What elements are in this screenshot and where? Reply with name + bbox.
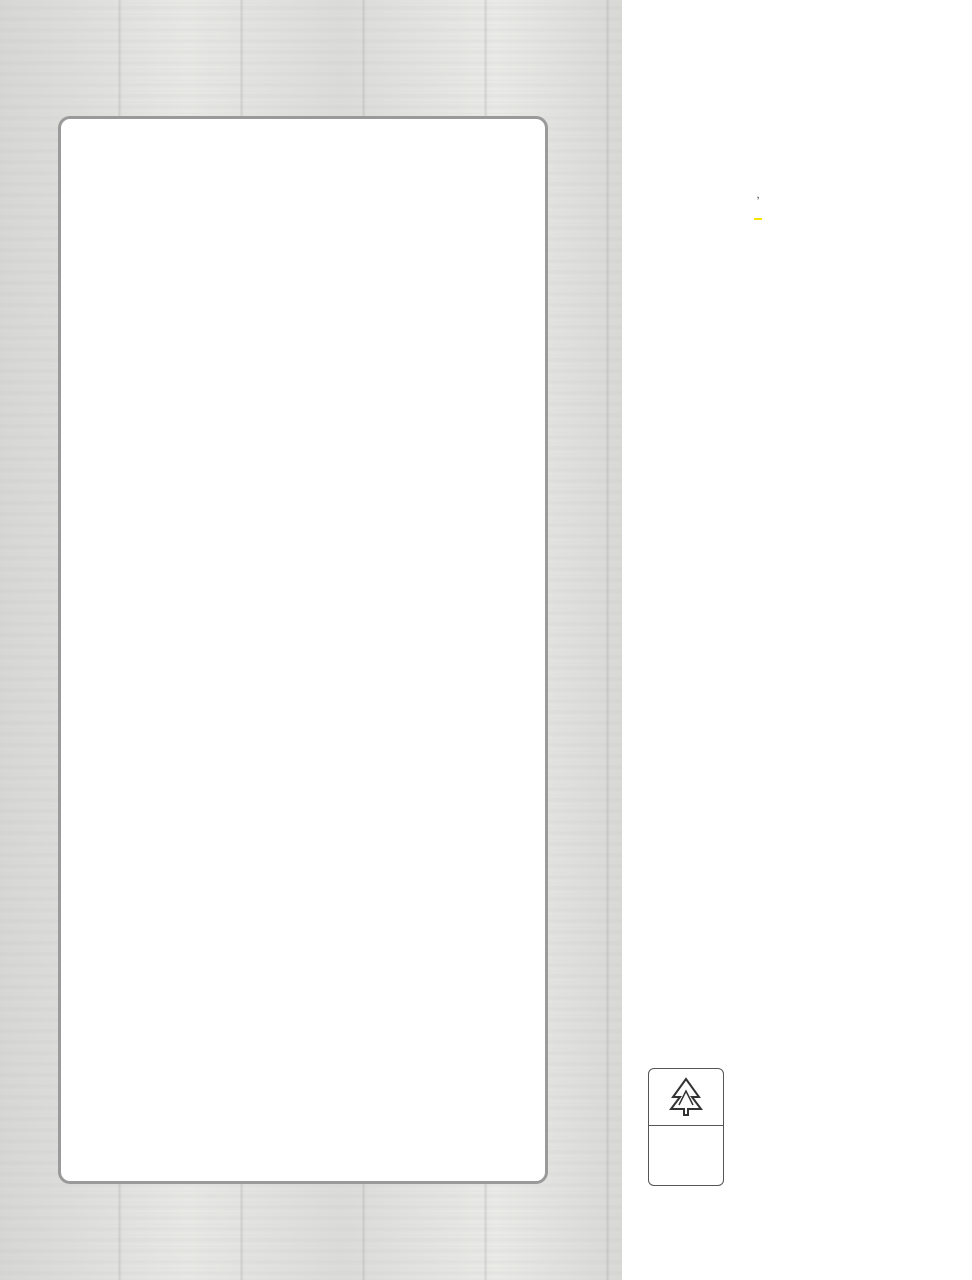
independent-publisher-awards-logo bbox=[736, 1112, 886, 1114]
credits-panel bbox=[640, 183, 876, 229]
fsc-logo bbox=[648, 1068, 724, 1186]
page-footer bbox=[43, 1225, 47, 1240]
fsc-tree-icon bbox=[667, 1077, 705, 1117]
ppa-logo bbox=[736, 1070, 804, 1088]
distribution-credit: , bbox=[756, 189, 760, 201]
recipe-finder-card bbox=[58, 116, 548, 1184]
anthem-publishing-logo bbox=[754, 218, 762, 220]
fsc-code bbox=[649, 1125, 723, 1128]
